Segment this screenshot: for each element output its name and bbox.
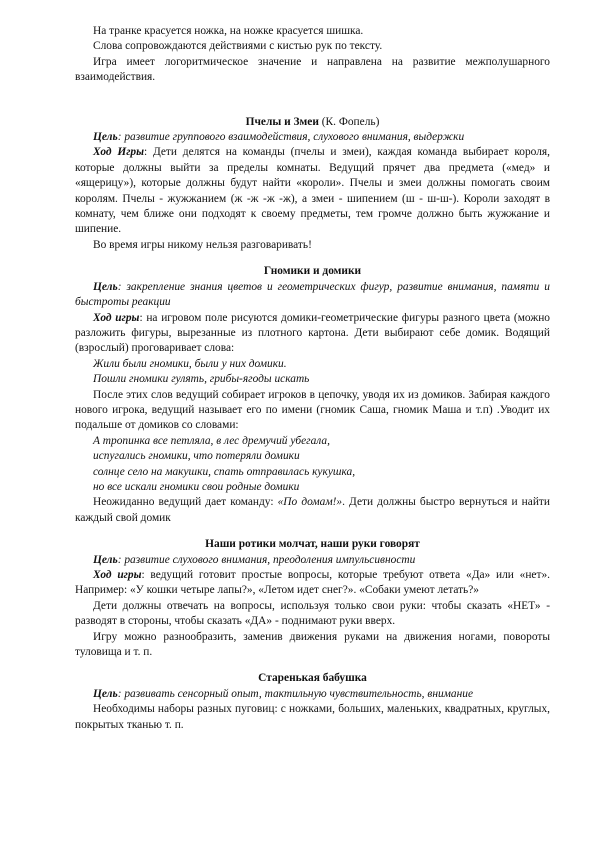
move-text: : ведущий готовит простые вопросы, которые требуют ответа «Да» или «нет». Например: «У кошки четыре лапы?», «Летом идет снег?». «Собаки умеют летать?»: [75, 569, 550, 597]
goal-label: Цель: [93, 687, 118, 700]
move-label: Ход игры: [93, 569, 142, 581]
move-label: Ход игры: [93, 311, 140, 324]
end-text: Неожиданно ведущий дает команду:: [93, 496, 278, 509]
spacer: [75, 526, 550, 537]
game3-goal: [75, 553, 550, 568]
intro-line-1: На транке красуется ножка, на ножке красуется шишка.: [93, 25, 364, 37]
goal-text: : развитие слухового внимания, преодоления импульсивности: [117, 553, 416, 566]
move-text: : на игровом поле рисуются домики-геометрические фигуры разного цвета (можно разложить фигуры, вырезанные из плотного картона. Дети выбирают себе домик. Водящий (взрослый) проговаривает слова:: [75, 311, 550, 355]
intro-line-2: Слова сопровождаются действиями с кистью рук по тексту.: [93, 40, 383, 53]
game2-goal: [75, 280, 550, 311]
game1-heading: [75, 115, 550, 130]
game4-title: Старенькая бабушка: [258, 672, 367, 685]
game1-title: Пчелы и Змеи: [245, 115, 319, 128]
verse2-line: испугались гномики, что потеряли домики: [93, 450, 300, 463]
game1-move: [75, 145, 550, 237]
game2-title: Гномики и домики: [263, 265, 362, 278]
verse2-line: но все искали гномики свои родные домики: [93, 480, 300, 493]
game3-title: Наши ротики молчат, наши руки говорят: [205, 538, 420, 551]
game3-move: [75, 568, 550, 599]
goal-text: : развивать сенсорный опыт, тактильную чувствительность, внимание: [117, 687, 474, 700]
game1-goal: [75, 130, 550, 145]
game4-need: Необходимы наборы разных пуговиц: с ножками, больших, маленьких, квадратных, круглых, покрытых тканью т. п.: [75, 703, 550, 731]
spacer: [75, 86, 550, 115]
verse1-line: Жили были гномики, были у них домики.: [93, 357, 287, 370]
goal-text: : развитие группового взаимодействия, слухового внимания, выдержки: [117, 131, 465, 144]
end-quote: «По домам!»: [277, 496, 343, 509]
game1-author: (К. Фопель): [321, 115, 380, 128]
spacer: [75, 660, 550, 671]
game1-rule: Во время игры никому нельзя разговаривать!: [93, 238, 312, 251]
game2-after: После этих слов ведущий собирает игроков в цепочку, уводя их из домиков. Забирая каждого нового игрока, ведущий называет его по имени (гномик Саша, гномик Маша и т.п) .Уводит их подальше от домиков со словами:: [75, 388, 550, 432]
game4-goal: [75, 687, 550, 702]
goal-label: Цель: [93, 553, 118, 566]
end-rest: . Дети должны быстро вернуться и найти каждый свой домик: [75, 496, 550, 524]
verse2-line: солнце село на макушки, спать отправилась кукушка,: [93, 465, 356, 478]
verse1-line: Пошли гномики гулять, грибы-ягоды искать: [93, 373, 310, 386]
game2-end: [75, 495, 550, 526]
game3-answer: Дети должны отвечать на вопросы, используя только свои руки: чтобы сказать «НЕТ» - разводят в стороны, чтобы сказать «ДА» - поднимают руки вверх.: [75, 599, 550, 628]
game2-move: [75, 311, 550, 357]
spacer: [75, 253, 550, 264]
goal-label: Цель: [93, 280, 118, 293]
move-label: Ход Игры: [93, 146, 145, 159]
goal-text: : закрепление знания цветов и геометрических фигур, развитие внимания, памяти и быстроты реакции: [75, 280, 550, 309]
goal-label: Цель: [93, 131, 118, 144]
intro-line-3: Игра имеет логоритмическое значение и направлена на развитие межполушарного взаимодействия.: [75, 55, 550, 84]
verse2-line: А тропинка все петляла, в лес дремучий убегала,: [93, 434, 330, 447]
move-text: : Дети делятся на команды (пчелы и змеи), каждая команда выбирает короля, которые должны выйти за пределы комнаты. Ведущий прячет два предмета («мед» и «ящерицу»), которые должны будут найти «короли». Пчелы и змеи должны помогать своим королям. Пчелы - жужжанием (ж -ж -ж -ж), а змеи - шипением (ш - ш-ш-). Короли заходят в комнату, чем ближе они подходят к своему предметы, тем громче должно быть жужжание и шипение.: [75, 146, 550, 236]
game3-variant: Игру можно разнообразить, заменив движения руками на движения ногами, повороты туловища и т. п.: [75, 630, 550, 659]
